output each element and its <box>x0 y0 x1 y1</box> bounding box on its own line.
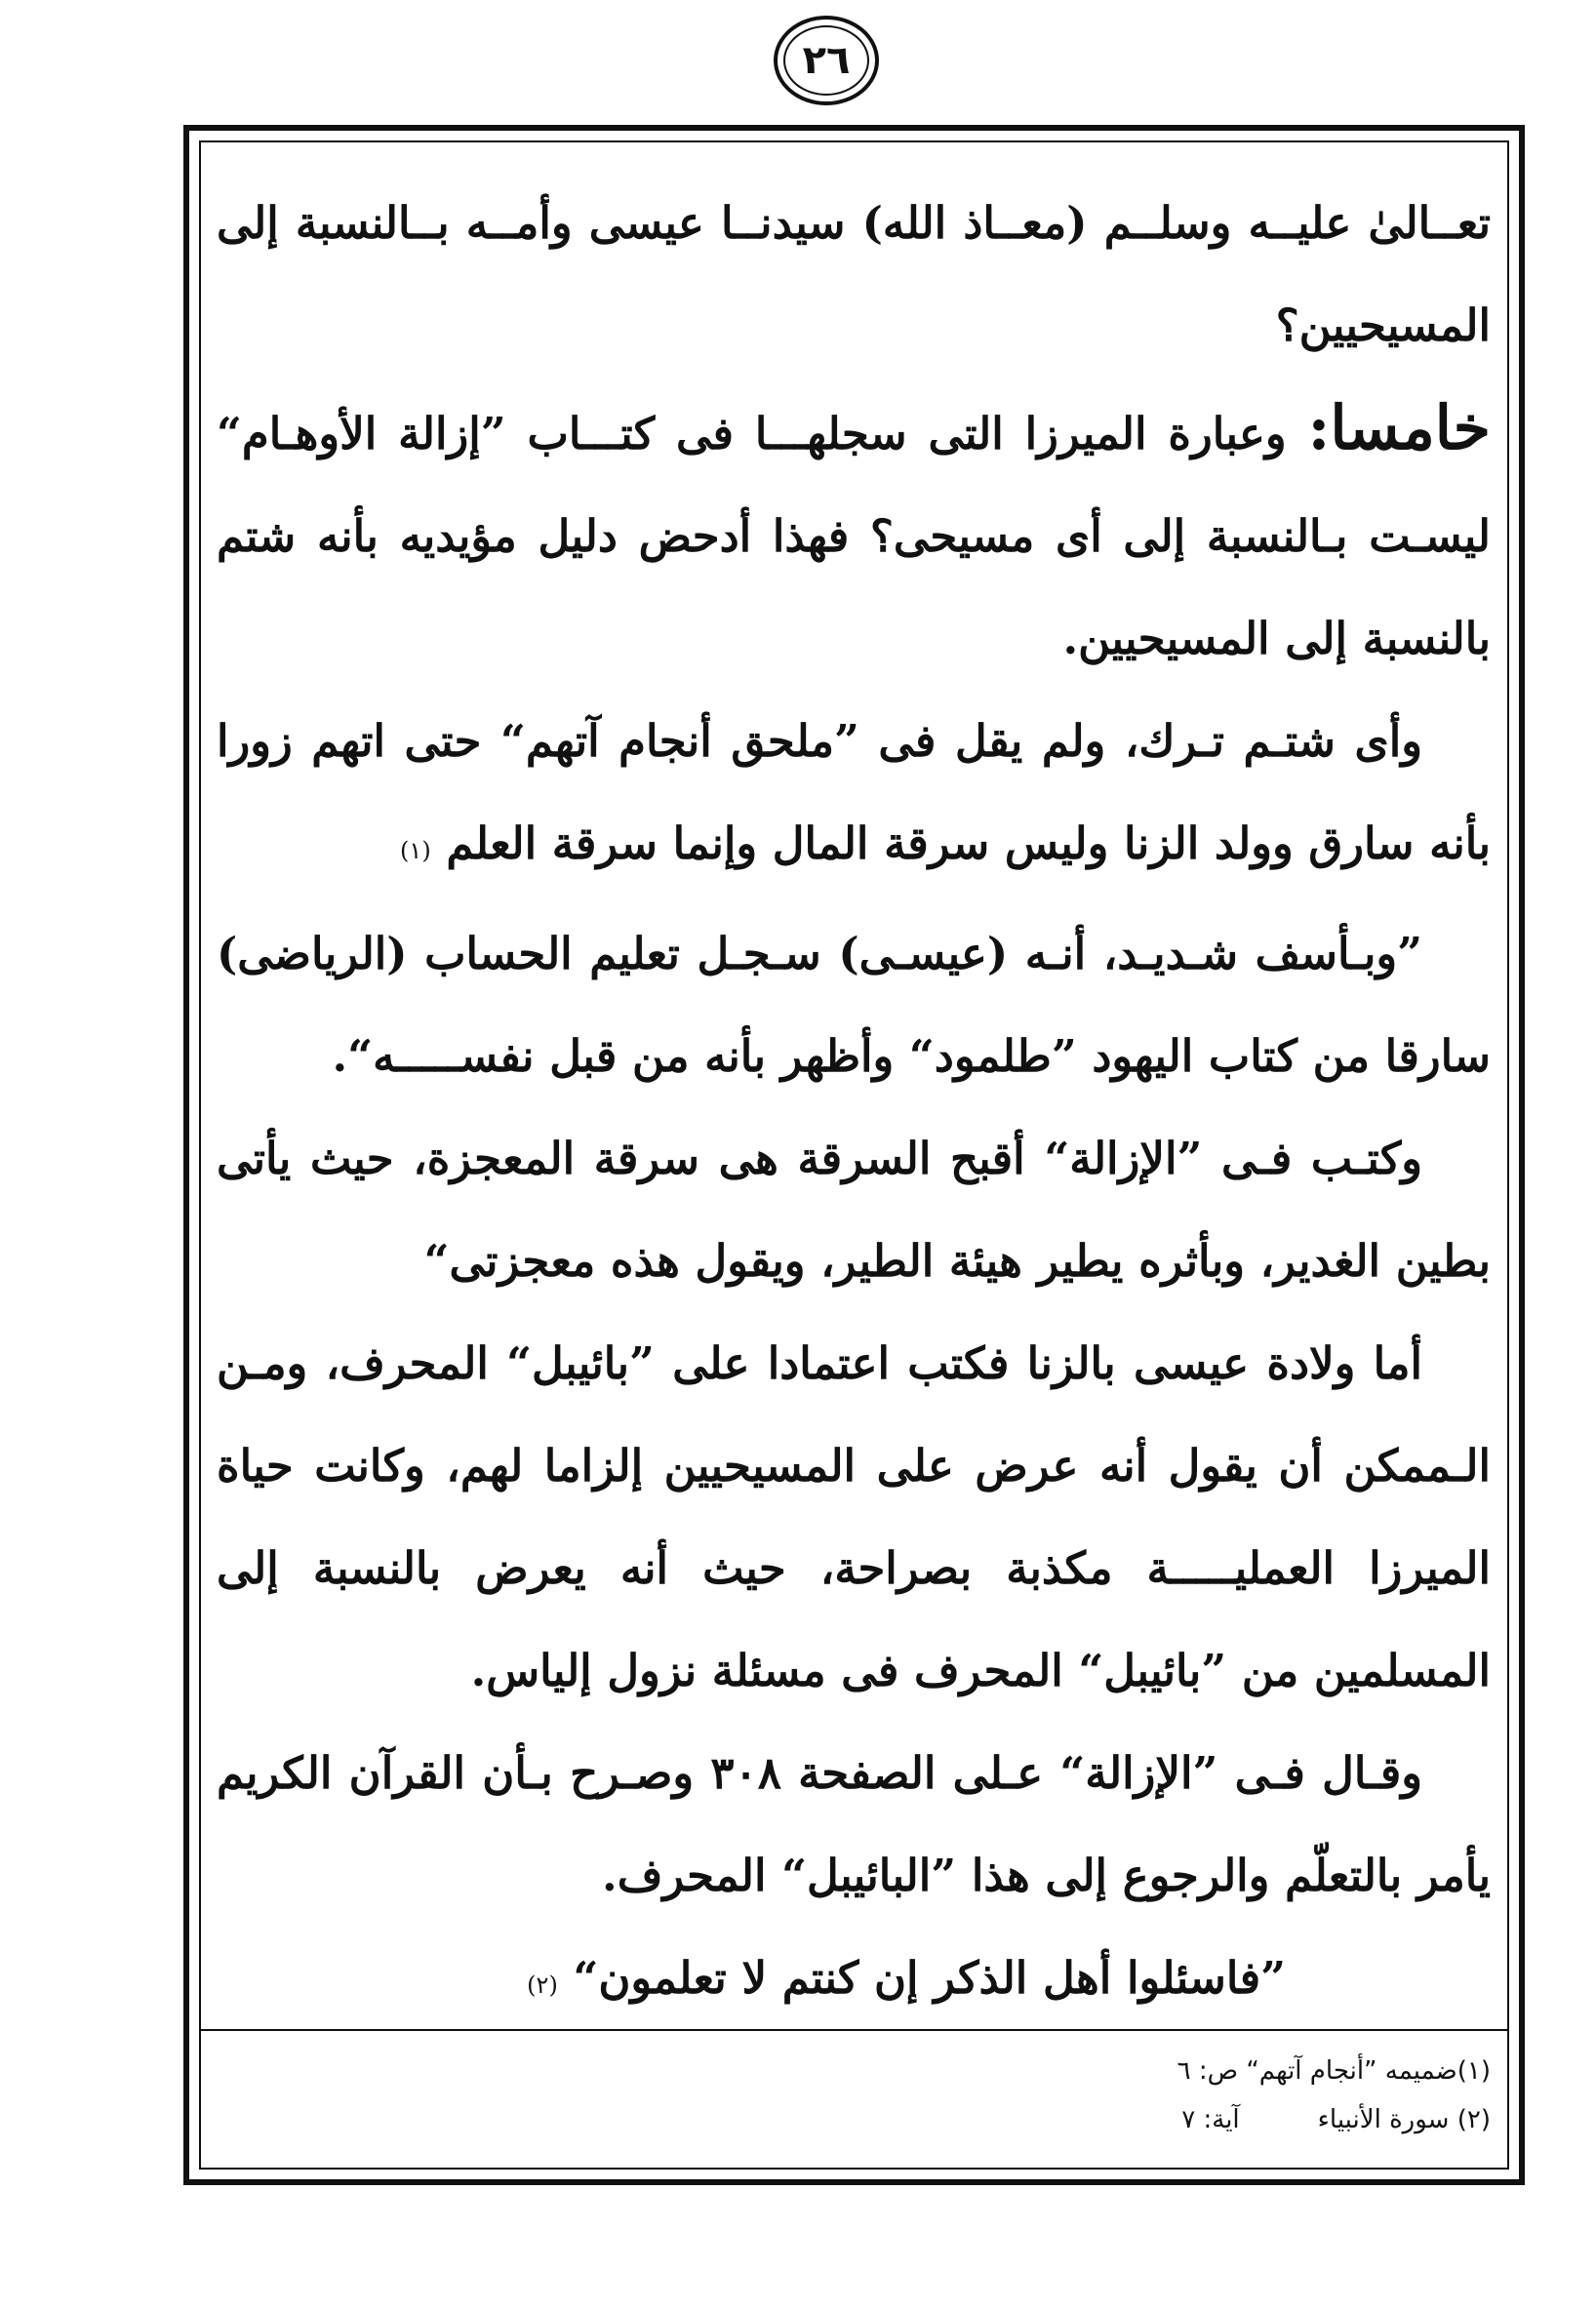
footnote-ref-1: (١) <box>400 837 431 864</box>
footnotes <box>217 2047 1491 2144</box>
paragraph-3 <box>217 690 1491 902</box>
footnote-divider <box>201 2029 1507 2031</box>
main-text <box>217 172 1491 2037</box>
paragraph-2 <box>217 377 1491 690</box>
paragraph-4 <box>217 902 1491 1107</box>
paragraph-text: ”وبـأسف شـديـد، أنـه (عيسـى) سـجـل تعليم الحساب (الرياضى) سارقا من كتاب اليهود ”طلمود“ وأظهر بأنه من قبل نفســـــه“. <box>217 928 1491 1082</box>
page-number-text: ٢٦ <box>802 38 851 83</box>
paragraph-5 <box>217 1107 1491 1312</box>
paragraph-8 <box>217 1927 1491 2037</box>
paragraph-6 <box>217 1312 1491 1722</box>
footnote-1 <box>217 2047 1491 2095</box>
paragraph-1 <box>217 172 1491 377</box>
paragraph-7 <box>217 1722 1491 1927</box>
footnote-2 <box>217 2095 1491 2144</box>
paragraph-text: وأى شتـم تـرك، ولم يقل فى ”ملحق أنجام آتهم“ حتى اتهم زورا بأنه سارق وولد الزنا وليس سرقة المال وإنما سرقة العلم <box>217 715 1491 869</box>
paragraph-lead-word: خامسا: <box>1307 392 1491 463</box>
footnote-text: (١)ضميمه ”أنجام آتهم“ ص: ٦ <box>1177 2056 1491 2086</box>
paragraph-text: تعــالىٰ عليــه وسلــم (معــاذ الله) سيدنــا عيسى وأمــه بــالنسبة إلى المسيحيين؟ <box>217 197 1491 351</box>
footnote-ref-2: (٢) <box>527 1971 558 1999</box>
paragraph-text: وقـال فـى ”الإزالة“ عـلى الصفحة ٣٠٨ وصـرح بـأن القرآن الكريم يأمر بالتعلّم والرجوع إلى هذا ”البائيبل“ المحرف. <box>217 1747 1491 1901</box>
paragraph-text: وعبارة الميرزا التى سجلهـــا فى كتـــاب ”إزالة الأوهـام“ ليسـت بـالنسبة إلى أى مسيحى؟ فهذا أدحض دليل مؤيديه بأنه شتم بالنسبة إلى المسيحيين. <box>217 408 1491 664</box>
paragraph-text: وكتـب فـى ”الإزالة“ أقبح السرقة هى سرقة المعجزة، حيث يأتى بطين الغدير، وبأثره يطير هيئة الطير، ويقول هذه معجزتى“ <box>217 1133 1491 1287</box>
footnote-text: (٢) سورة الأنبياء <box>1317 2105 1491 2134</box>
paragraph-text: ”فاسئلوا أهل الذكر إن كنتم لا تعلمون“ <box>573 1952 1286 2004</box>
page-number <box>774 16 879 105</box>
footnote-verse: آية: ٧ <box>1181 2105 1240 2134</box>
paragraph-text: أما ولادة عيسى بالزنا فكتب اعتمادا على ”بائيبل“ المحرف، ومـن الـممكن أن يقول أنه عرض على المسيحيين إلزاما لهم، وكانت حياة الميرزا العمليـــــة مكذبة بصراحة، حيث أنه يعرض بالنسبة إلى المسلمين من ”بائيبل“ المحرف فى مسئلة نزول إلياس. <box>217 1337 1491 1696</box>
